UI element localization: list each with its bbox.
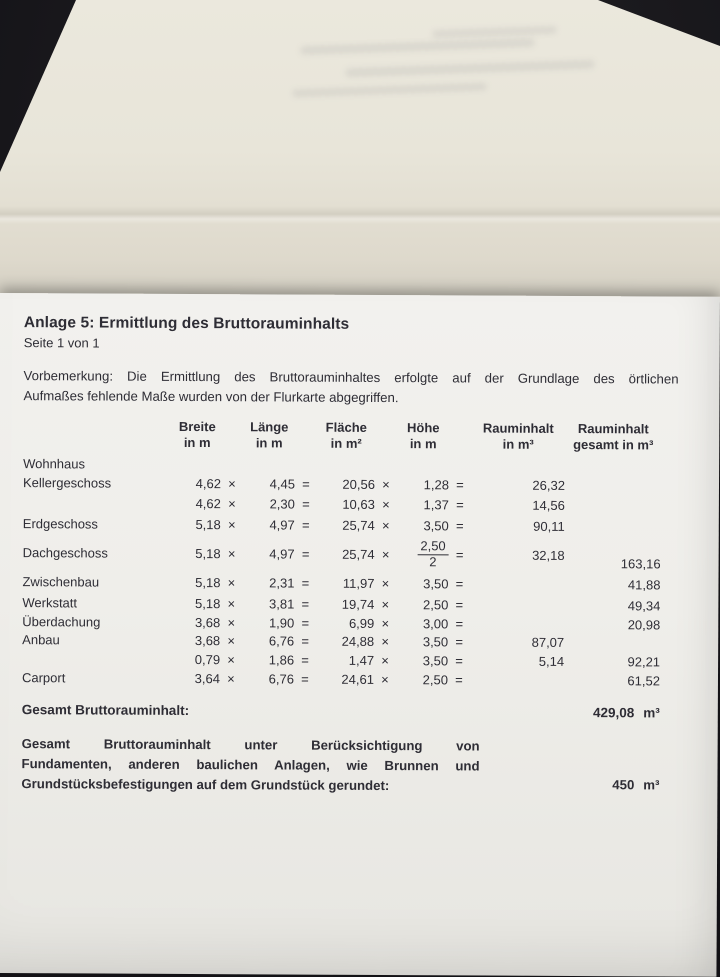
- cell-gesamt: [565, 505, 661, 506]
- cell-rauminhalt: 90,11: [471, 518, 565, 533]
- cell-hoehe: 1,28: [397, 477, 449, 492]
- group-label: Wohnhaus: [23, 456, 173, 472]
- cell-laenge: 2,30: [243, 496, 295, 511]
- cell-hoehe-fraction: [397, 539, 449, 571]
- cell-hoehe: 3,00: [396, 616, 448, 631]
- cell-laenge: 6,76: [242, 634, 294, 649]
- fraction-numerator: 2,50: [417, 540, 448, 556]
- cell-gesamt: 163,16: [565, 556, 661, 574]
- cell-breite: 5,18: [173, 546, 221, 561]
- intro-line: Vorbemerkung: Die Ermittlung des Bruttorauminhaltes erfolgte auf der Grundlage des örtlichen: [24, 366, 679, 389]
- times-sign: ×: [374, 597, 396, 612]
- equals-sign: =: [449, 477, 471, 492]
- document-content: [0, 293, 684, 797]
- times-sign: ×: [221, 496, 243, 511]
- cell-gesamt: 61,52: [564, 673, 660, 689]
- cell-hoehe: 3,50: [396, 653, 448, 668]
- cell-flaeche: 20,56: [317, 477, 375, 492]
- times-sign: ×: [220, 672, 242, 687]
- cell-flaeche: 6,99: [316, 616, 374, 631]
- times-sign: ×: [374, 576, 396, 591]
- paper-showthrough: [432, 26, 557, 38]
- times-sign: ×: [374, 672, 396, 687]
- cell-breite: 5,18: [172, 575, 220, 590]
- row-label: Kellergeschoss: [23, 475, 173, 491]
- cell-rauminhalt: 14,56: [471, 497, 565, 512]
- cell-laenge: 2,31: [242, 575, 294, 590]
- equals-sign: =: [294, 615, 316, 630]
- rounded-line: Fundamenten, anderen baulichen Anlagen, wie Brunnen und: [21, 754, 479, 776]
- cell-laenge: 4,45: [243, 476, 295, 491]
- times-sign: ×: [220, 596, 242, 611]
- equals-sign: =: [294, 575, 316, 590]
- cell-flaeche: 1,47: [316, 653, 374, 668]
- table-row: [23, 534, 661, 573]
- rounded-unit: m³: [643, 777, 659, 792]
- times-sign: ×: [221, 476, 243, 491]
- times-sign: ×: [375, 547, 397, 562]
- cell-hoehe: 2,50: [396, 672, 448, 687]
- intro-line: Aufmaßes fehlende Maße wurden von der Flurkarte abgegriffen.: [23, 386, 678, 409]
- times-sign: ×: [374, 634, 396, 649]
- header-breite: Breite in m: [173, 419, 221, 453]
- cell-rauminhalt: 5,14: [470, 654, 564, 669]
- cell-hoehe: 2,50: [396, 597, 448, 612]
- cell-breite: 3,68: [172, 615, 220, 630]
- cell-hoehe: 1,37: [397, 497, 449, 512]
- cell-gesamt: 41,88: [564, 577, 660, 593]
- header-rauminhalt-gesamt: Rauminhalt gesamt in m³: [565, 421, 661, 455]
- equals-sign: =: [448, 635, 470, 650]
- intro-paragraph: [23, 366, 678, 409]
- times-sign: ×: [221, 546, 243, 561]
- cell-gesamt: 20,98: [564, 617, 660, 633]
- row-label: Werkstatt: [22, 595, 172, 611]
- height-fraction: [417, 540, 448, 571]
- times-sign: ×: [220, 634, 242, 649]
- row-label: Carport: [22, 670, 172, 686]
- rounded-value: 450: [612, 777, 634, 792]
- paper-showthrough: [292, 83, 487, 98]
- document-page: [0, 293, 720, 977]
- row-label: Überdachung: [22, 614, 172, 630]
- times-sign: ×: [375, 497, 397, 512]
- cell-flaeche: 19,74: [316, 597, 374, 612]
- cell-hoehe: 3,50: [396, 634, 448, 649]
- rounded-line: Gesamt Bruttorauminhalt unter Berücksichtigung von: [22, 734, 480, 756]
- equals-sign: =: [294, 596, 316, 611]
- cell-rauminhalt: 87,07: [470, 635, 564, 650]
- table-header-row: [23, 418, 661, 455]
- cell-breite: 5,18: [172, 596, 220, 611]
- cell-laenge: 4,97: [243, 546, 295, 561]
- cell-laenge: 6,76: [242, 672, 294, 687]
- cell-breite: 4,62: [173, 496, 221, 511]
- header-laenge: Länge in m: [243, 419, 295, 453]
- cell-flaeche: 24,61: [316, 672, 374, 687]
- cell-hoehe: 3,50: [397, 518, 449, 533]
- cell-flaeche: 25,74: [317, 547, 375, 562]
- equals-sign: =: [448, 616, 470, 631]
- rounded-section: [21, 734, 659, 797]
- times-sign: ×: [375, 518, 397, 533]
- equals-sign: =: [448, 654, 470, 669]
- times-sign: ×: [220, 653, 242, 668]
- equals-sign: =: [294, 634, 316, 649]
- cell-flaeche: 25,74: [317, 518, 375, 533]
- times-sign: ×: [375, 477, 397, 492]
- cell-gesamt: [565, 526, 661, 527]
- equals-sign: =: [448, 673, 470, 688]
- cell-rauminhalt: 26,32: [471, 477, 565, 492]
- back-page-paper: [0, 0, 720, 302]
- rounded-line: Grundstücksbefestigungen auf dem Grundstück gerundet:: [21, 774, 479, 796]
- header-flaeche: Fläche in m²: [317, 419, 375, 453]
- cell-flaeche: 11,97: [316, 576, 374, 591]
- paper-showthrough: [345, 60, 595, 78]
- cell-gesamt: [565, 485, 661, 486]
- times-sign: ×: [221, 517, 243, 532]
- cell-laenge: 3,81: [242, 596, 294, 611]
- equals-sign: =: [295, 517, 317, 532]
- row-label: [23, 502, 173, 503]
- page-title: Anlage 5: Ermittlung des Bruttorauminhalts: [24, 314, 684, 335]
- cell-laenge: 1,90: [242, 615, 294, 630]
- cell-gesamt: 49,34: [564, 598, 660, 614]
- row-label: [22, 659, 172, 660]
- total-value: 429,08: [593, 705, 634, 720]
- fraction-denominator: 2: [429, 556, 436, 571]
- paper-showthrough: [300, 38, 535, 55]
- row-label: Dachgeschoss: [23, 545, 173, 561]
- equals-sign: =: [449, 497, 471, 512]
- cell-gesamt: 92,21: [564, 654, 660, 670]
- equals-sign: =: [295, 476, 317, 491]
- cell-breite: 3,68: [172, 633, 220, 648]
- equals-sign: =: [448, 597, 470, 612]
- cell-laenge: 4,97: [243, 517, 295, 532]
- times-sign: ×: [220, 575, 242, 590]
- times-sign: ×: [374, 616, 396, 631]
- cell-breite: 5,18: [173, 517, 221, 532]
- cell-breite: 4,62: [173, 476, 221, 491]
- equals-sign: =: [294, 672, 316, 687]
- cell-flaeche: 10,63: [317, 497, 375, 512]
- total-value-group: [593, 705, 660, 720]
- row-label: Anbau: [22, 632, 172, 648]
- header-rauminhalt: Rauminhalt in m³: [471, 420, 565, 454]
- equals-sign: =: [295, 496, 317, 511]
- table-row: [22, 668, 660, 690]
- equals-sign: =: [449, 547, 471, 562]
- rounded-paragraph: [21, 734, 479, 796]
- volume-table: [22, 418, 661, 691]
- equals-sign: =: [449, 518, 471, 533]
- equals-sign: =: [295, 546, 317, 561]
- cell-gesamt: [564, 643, 660, 644]
- equals-sign: =: [448, 576, 470, 591]
- equals-sign: =: [294, 653, 316, 668]
- total-line: [22, 702, 660, 720]
- page-number: Seite 1 von 1: [24, 335, 684, 353]
- cell-breite: 3,64: [172, 671, 220, 686]
- row-label: Erdgeschoss: [23, 516, 173, 532]
- cell-rauminhalt: 32,18: [471, 547, 565, 562]
- row-label: Zwischenbau: [22, 574, 172, 590]
- paper-crease: [0, 206, 720, 224]
- times-sign: ×: [374, 653, 396, 668]
- rounded-value-group: [612, 775, 659, 795]
- total-unit: m³: [643, 706, 660, 721]
- header-hoehe: Höhe in m: [397, 420, 449, 454]
- times-sign: ×: [220, 615, 242, 630]
- cell-hoehe: 3,50: [396, 576, 448, 591]
- cell-flaeche: 24,88: [316, 634, 374, 649]
- cell-breite: 0,79: [172, 652, 220, 667]
- cell-laenge: 1,86: [242, 653, 294, 668]
- total-label: Gesamt Bruttorauminhalt:: [22, 702, 189, 718]
